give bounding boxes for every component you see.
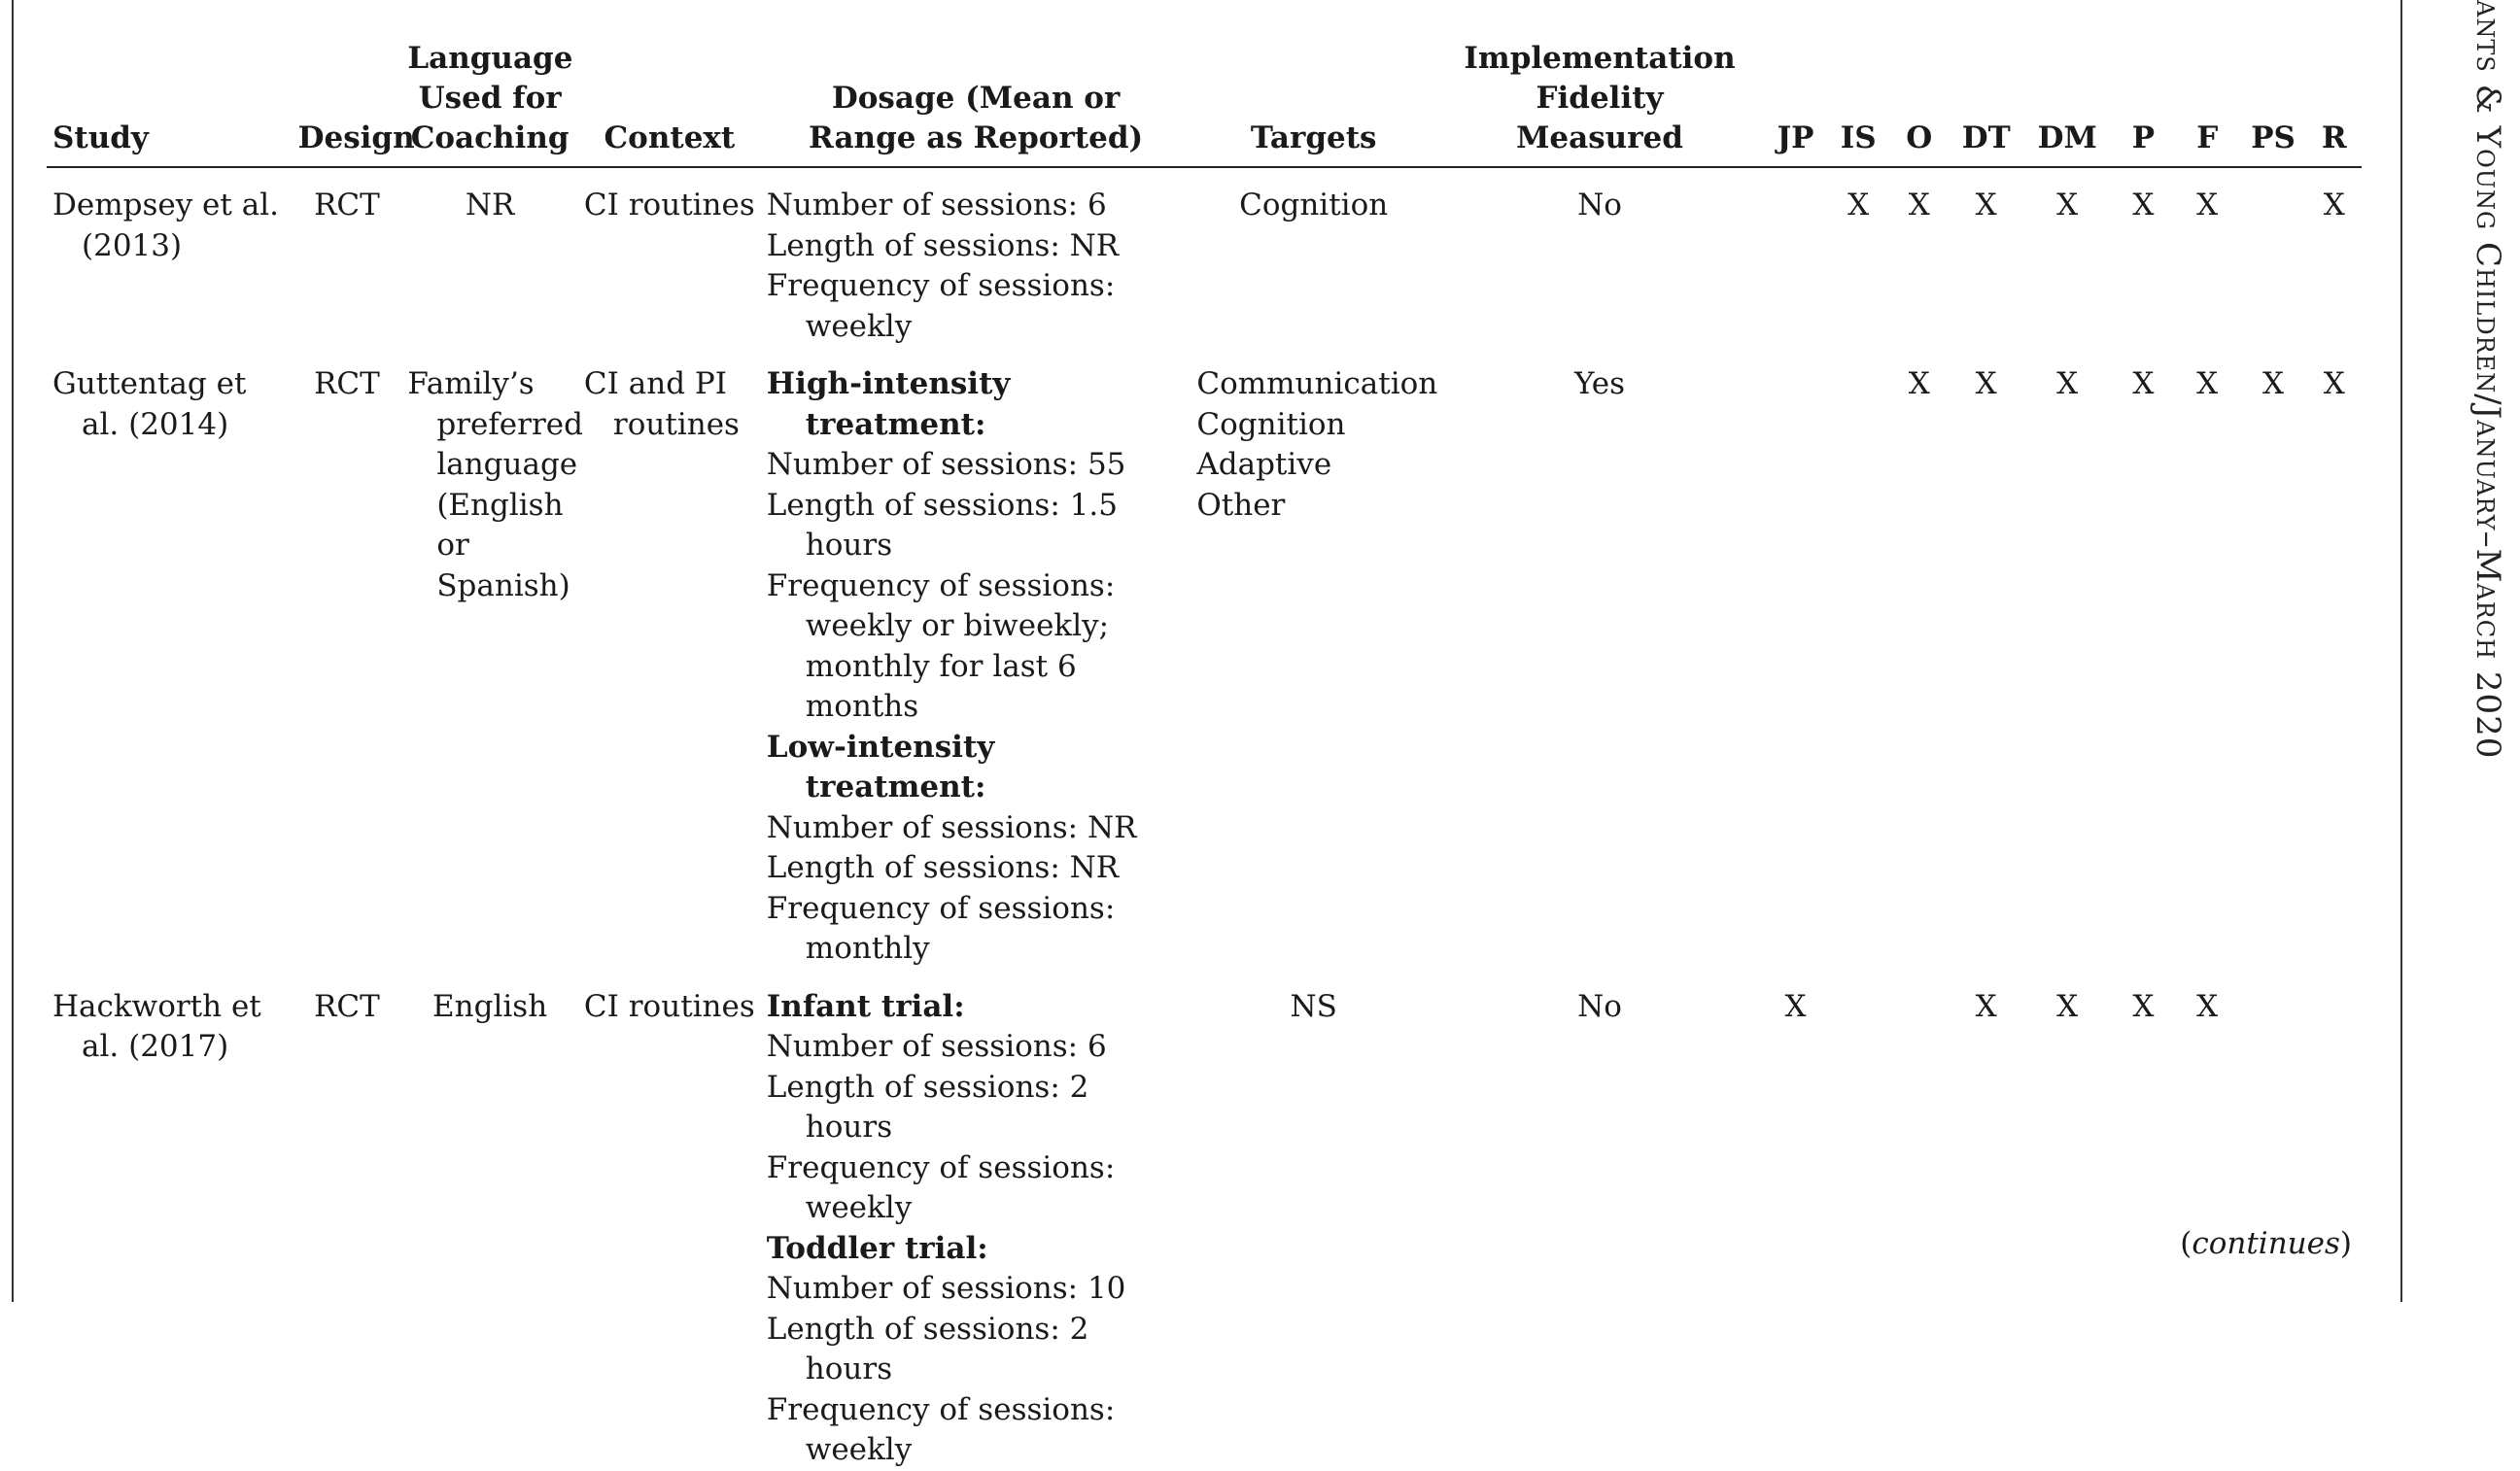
dosage-subheading: Infant trial: [766,988,965,1024]
mark-ps-cell-text: X [2262,366,2285,401]
targets-cell [1191,347,1436,970]
target-item: Cognition [1239,188,1389,222]
language-cell-text: English [432,988,548,1024]
mark-f-cell [2175,970,2240,1471]
mark-dt-cell [1950,347,2022,970]
running-head [2439,0,2507,1302]
dosage-line: Frequency of sessions: monthly [766,890,1116,966]
mark-dm-cell-text: X [2056,988,2079,1024]
target-item: Other [1196,487,1286,523]
running-head-text: ants & Young Children/January–March 2020 [2468,0,2507,760]
mark-dt-cell [1950,970,2022,1471]
mark-ps-cell [2240,970,2307,1471]
study-cell [47,347,293,970]
header-fidelity-line: Implementation [1464,41,1736,76]
fidelity-cell [1436,167,1763,347]
mark-is-cell-text: X [1847,188,1870,222]
fidelity-cell [1436,347,1763,970]
dosage-subheading: Toddler trial: [766,1230,988,1266]
header-fidelity [1436,39,1763,167]
mark-f-cell-text: X [2196,188,2219,222]
mark-f-cell-text: X [2196,366,2219,401]
mark-f-cell [2175,347,2240,970]
targets-cell [1191,167,1436,347]
mark-r-cell [2307,347,2363,970]
table-body [47,167,2362,1471]
dosage-line: Frequency of sessions: weekly [766,1149,1116,1225]
context-cell [578,347,761,970]
dosage-line: Frequency of sessions: weekly [766,268,1116,344]
dosage-line: Length of sessions: NR [766,850,1120,885]
language-cell [401,167,578,347]
context-cell-text: CI and PI routines [583,366,740,442]
mark-dm-cell-text: X [2056,366,2079,401]
header-jp: JP [1763,39,1828,167]
header-f: F [2175,39,2240,167]
dosage-line: Frequency of sessions: weekly or biweekly; monthly for last 6 months [766,567,1116,724]
header-language-line: Used for [418,81,562,116]
left-border-rule [12,0,14,1302]
mark-is-cell [1828,970,1889,1471]
header-language [401,39,578,167]
header-targets: Targets [1191,39,1436,167]
header-dosage [761,39,1191,167]
mark-f-cell [2175,167,2240,347]
mark-f-cell-text: X [2196,988,2219,1024]
language-cell [401,970,578,1471]
header-dm: DM [2022,39,2112,167]
mark-jp-cell [1763,167,1828,347]
mark-dm-cell [2022,167,2112,347]
design-cell [293,347,402,970]
language-cell-text: NR [465,188,515,222]
dosage-line: Number of sessions: 10 [766,1271,1126,1306]
mark-dm-cell [2022,970,2112,1471]
dosage-line: Length of sessions: 2 hours [766,1311,1089,1386]
target-item: Cognition [1196,406,1346,442]
dosage-line: Number of sessions: NR [766,809,1137,845]
mark-p-cell [2112,167,2175,347]
design-cell [293,970,402,1471]
header-ps: PS [2240,39,2307,167]
context-cell [578,970,761,1471]
table-header-row [47,39,2362,167]
target-item: NS [1290,988,1337,1024]
dosage-line: Number of sessions: 55 [766,447,1126,482]
header-context: Context [578,39,761,167]
mark-jp-cell [1763,347,1828,970]
mark-dt-cell-text: X [1975,188,1997,222]
table-row [47,167,2362,347]
right-border-rule [2400,0,2402,1302]
header-fidelity-line: Fidelity [1536,81,1664,116]
targets-cell [1191,970,1436,1471]
mark-dt-cell [1950,167,2022,347]
dosage-line: Length of sessions: NR [766,227,1120,263]
dosage-cell [761,970,1191,1471]
mark-ps-cell [2240,167,2307,347]
design-cell-text: RCT [314,188,380,222]
mark-jp-cell [1763,970,1828,1471]
design-cell [293,167,402,347]
study-cell-text: Dempsey et al. (2013) [52,188,279,263]
mark-p-cell [2112,347,2175,970]
target-item: Communication [1196,366,1438,401]
mark-r-cell-text: X [2323,188,2345,222]
continues-note: (continues) [2180,1226,2352,1261]
dosage-line: Frequency of sessions: weekly [766,1391,1116,1467]
fidelity-cell-text: No [1577,188,1622,222]
mark-o-cell [1889,167,1950,347]
dosage-subheading: Low-intensity treatment: [766,729,995,804]
mark-is-cell [1828,167,1889,347]
header-dt: DT [1950,39,2022,167]
mark-ps-cell [2240,347,2307,970]
study-cell [47,167,293,347]
mark-dt-cell-text: X [1975,988,1997,1024]
table-row [47,970,2362,1471]
dosage-line: Number of sessions: 6 [766,188,1107,222]
mark-dm-cell [2022,347,2112,970]
study-table [47,39,2362,1471]
language-cell [401,347,583,970]
mark-r-cell [2307,970,2363,1471]
context-cell-text: CI routines [583,188,755,222]
target-item: Adaptive [1196,447,1332,482]
dosage-subheading: High-intensity treatment: [766,366,1011,442]
header-dosage-line: Range as Reported) [808,120,1144,155]
mark-r-cell-text: X [2323,366,2345,401]
mark-o-cell [1889,970,1950,1471]
header-r: R [2307,39,2363,167]
mark-p-cell-text: X [2132,366,2155,401]
mark-dt-cell-text: X [1975,366,1997,401]
header-o: O [1889,39,1950,167]
dosage-cell [761,167,1191,347]
header-fidelity-line: Measured [1516,120,1683,155]
language-cell-text: Family’s preferred language (English or Spanish) [407,366,583,603]
mark-p-cell-text: X [2132,988,2155,1024]
fidelity-cell-text: No [1577,988,1622,1024]
header-is: IS [1828,39,1889,167]
table-row [47,347,2362,970]
mark-jp-cell-text: X [1784,988,1807,1024]
mark-r-cell [2307,167,2363,347]
study-cell-text: Guttentag et al. (2014) [52,366,247,442]
mark-o-cell-text: X [1908,366,1930,401]
header-dosage-line: Dosage (Mean or [831,81,1121,116]
mark-is-cell [1828,347,1889,970]
mark-o-cell [1889,347,1950,970]
dosage-line: Length of sessions: 1.5 hours [766,487,1118,563]
mark-p-cell-text: X [2132,188,2155,222]
fidelity-cell-text: Yes [1574,366,1626,401]
dosage-line: Length of sessions: 2 hours [766,1069,1089,1145]
mark-dm-cell-text: X [2056,188,2079,222]
continues-text: continues [2192,1226,2340,1261]
header-language-line: Coaching [410,120,570,155]
header-language-line: Language [407,41,573,76]
header-p: P [2112,39,2175,167]
design-cell-text: RCT [314,988,380,1024]
mark-p-cell [2112,970,2175,1471]
header-study: Study [47,39,293,167]
dosage-cell [761,347,1191,970]
dosage-line: Number of sessions: 6 [766,1029,1107,1064]
context-cell-text: CI routines [583,988,755,1024]
context-cell [578,167,761,347]
study-cell-text: Hackworth et al. (2017) [52,988,261,1064]
fidelity-cell [1436,970,1763,1471]
design-cell-text: RCT [314,366,380,401]
study-cell [47,970,293,1471]
header-design: Design [293,39,402,167]
mark-o-cell-text: X [1908,188,1930,222]
